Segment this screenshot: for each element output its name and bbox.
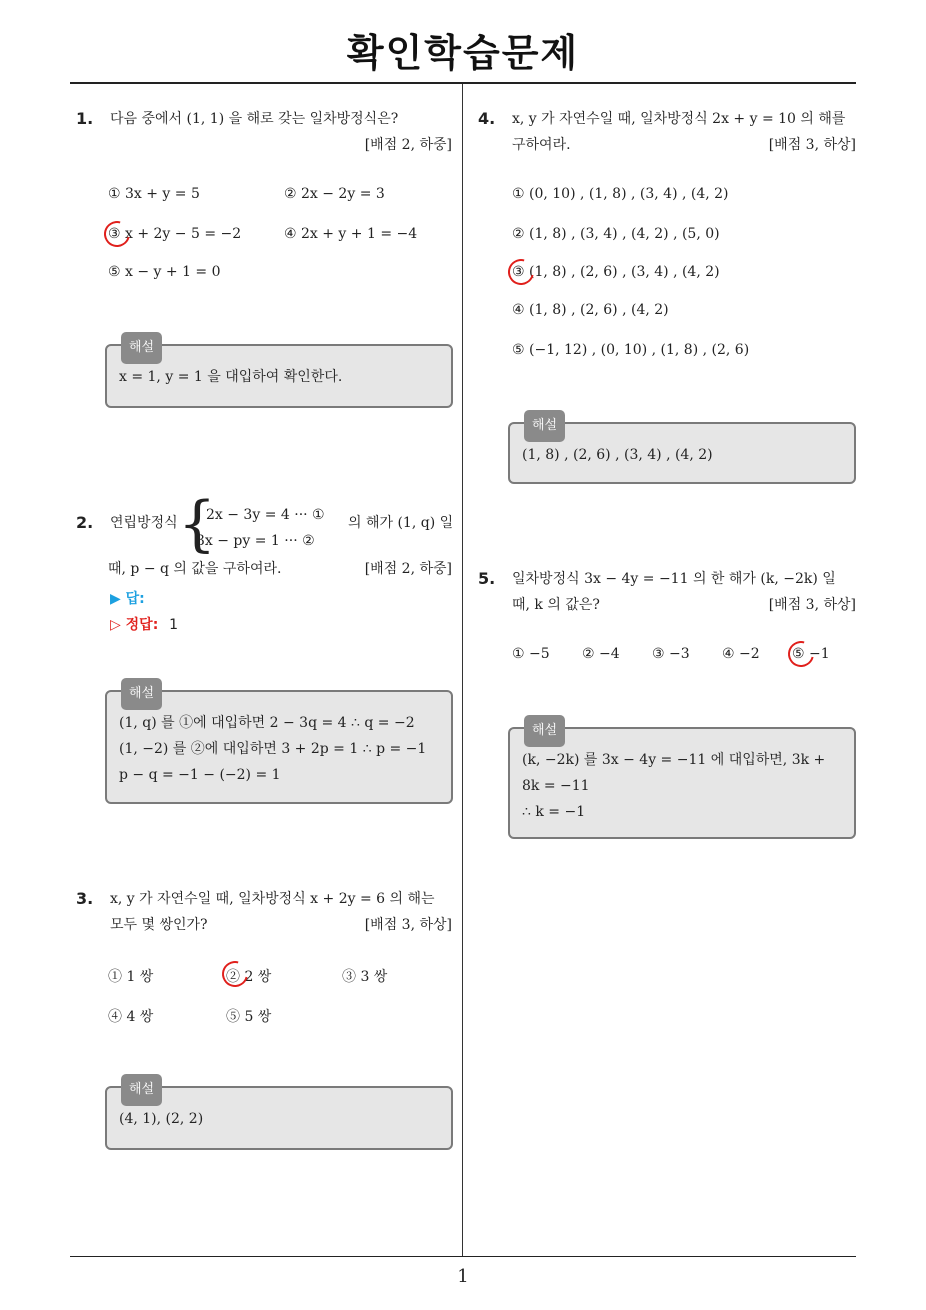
solution-tag: 해설 bbox=[524, 715, 565, 747]
choice-2[interactable]: ② (1, 8) , (3, 4) , (4, 2) , (5, 0) bbox=[512, 226, 720, 242]
answer-circle-mark bbox=[783, 636, 819, 672]
answer-circle-mark bbox=[503, 254, 539, 290]
choice-5[interactable]: ⑤ x − y + 1 = 0 bbox=[108, 264, 221, 280]
solution-tag: 해설 bbox=[121, 1074, 162, 1106]
solution-box bbox=[508, 723, 856, 839]
choice-3[interactable]: ③ −3 bbox=[652, 646, 690, 662]
choice-5[interactable]: ⑤ 5 쌍 bbox=[226, 1009, 272, 1025]
question-meta: [배점 3, 하상] bbox=[364, 917, 452, 933]
question-meta: [배점 2, 하중] bbox=[364, 137, 452, 153]
choice-1[interactable]: ① (0, 10) , (1, 8) , (3, 4) , (4, 2) bbox=[512, 186, 729, 202]
choice-4[interactable]: ④ −2 bbox=[722, 646, 760, 662]
question-5 bbox=[478, 566, 856, 618]
question-text: x, y 가 자연수일 때, 일차방정식 x + 2y = 6 의 해는 bbox=[110, 891, 435, 907]
choice-2[interactable]: ② 2 쌍 bbox=[226, 969, 272, 985]
solution-line-3: ∴ k = −1 bbox=[522, 804, 586, 820]
top-rule bbox=[70, 82, 856, 84]
question-text: x, y 가 자연수일 때, 일차방정식 2x + y = 10 의 해를 bbox=[512, 111, 846, 127]
choice-4[interactable]: ④ 2x + y + 1 = −4 bbox=[284, 226, 418, 242]
solution-line-2: (1, −2) 를 ②에 대입하면 3 + 2p = 1 ∴ p = −1 bbox=[119, 741, 427, 757]
question-text-line2: 때, k 의 값은? [배점 3, 하상] bbox=[512, 592, 856, 618]
question-text-post: 의 해가 (1, q) 일 bbox=[348, 515, 454, 531]
solution-text: (4, 1), (2, 2) bbox=[119, 1111, 204, 1127]
choice-4[interactable]: ④ (1, 8) , (2, 6) , (4, 2) bbox=[512, 302, 669, 318]
solution-line-1: (k, −2k) 를 3x − 4y = −11 에 대입하면, 3k + bbox=[522, 752, 826, 768]
choice-1[interactable]: ① 3x + y = 5 bbox=[108, 186, 200, 202]
correct-answer bbox=[110, 614, 178, 634]
choice-3[interactable]: ③ 3 쌍 bbox=[342, 969, 388, 985]
question-meta: [배점 3, 하상] bbox=[768, 597, 856, 613]
question-text-pre: 연립방정식 bbox=[110, 515, 178, 531]
equation-2: 3x − py = 1 ··· ② bbox=[196, 533, 315, 549]
solution-line-3: p − q = −1 − (−2) = 1 bbox=[119, 767, 281, 783]
question-text-line2: 모두 몇 쌍인가? [배점 3, 하상] bbox=[110, 912, 452, 938]
question-text-line2: 때, p − q 의 값을 구하여라. bbox=[108, 561, 282, 577]
question-meta: [배점 3, 하상] bbox=[768, 137, 856, 153]
solution-tag: 해설 bbox=[121, 332, 162, 364]
answer-circle-mark bbox=[217, 956, 253, 992]
equation-system bbox=[196, 502, 325, 554]
solution-text: x = 1, y = 1 을 대입하여 확인한다. bbox=[119, 369, 343, 385]
page-number: 1 bbox=[457, 1266, 469, 1287]
question-1 bbox=[76, 106, 452, 158]
bottom-rule bbox=[70, 1256, 856, 1257]
solution-tag: 해설 bbox=[121, 678, 162, 710]
solution-box bbox=[105, 686, 453, 804]
column-divider bbox=[462, 84, 463, 1256]
solution-tag: 해설 bbox=[524, 410, 565, 442]
question-text: 일차방정식 3x − 4y = −11 의 한 해가 (k, −2k) 일 bbox=[512, 571, 836, 587]
choice-4[interactable]: ④ 4 쌍 bbox=[108, 1009, 154, 1025]
solution-box bbox=[508, 418, 856, 484]
question-number: 4. bbox=[478, 109, 496, 128]
solution-box bbox=[105, 1082, 453, 1150]
question-text-line2: 구하여라. [배점 3, 하상] bbox=[512, 132, 856, 158]
question-meta: [배점 2, 하중] bbox=[364, 561, 452, 577]
system-brace: { bbox=[178, 489, 217, 559]
choice-1[interactable]: ① 1 쌍 bbox=[108, 969, 154, 985]
answer-label: ▶ 답: bbox=[110, 591, 145, 607]
page-title: 확인학습문제 bbox=[346, 31, 580, 75]
choice-1[interactable]: ① −5 bbox=[512, 646, 550, 662]
choice-2[interactable]: ② 2x − 2y = 3 bbox=[284, 186, 385, 202]
solution-text: (1, 8) , (2, 6) , (3, 4) , (4, 2) bbox=[522, 447, 713, 463]
answer-circle-mark bbox=[99, 216, 135, 252]
choice-5[interactable]: ⑤ −1 bbox=[792, 646, 830, 662]
question-number: 5. bbox=[478, 569, 496, 588]
choice-5[interactable]: ⑤ (−1, 12) , (0, 10) , (1, 8) , (2, 6) bbox=[512, 342, 750, 358]
question-number: 2. bbox=[76, 513, 94, 532]
question-2-line2 bbox=[108, 556, 452, 582]
question-3 bbox=[76, 886, 452, 938]
solution-line-2: 8k = −11 bbox=[522, 778, 590, 794]
question-number: 1. bbox=[76, 109, 94, 128]
solution-box bbox=[105, 340, 453, 408]
choice-3[interactable]: ③ x + 2y − 5 = −2 bbox=[108, 226, 242, 242]
equation-1: 2x − 3y = 4 ··· ① bbox=[206, 507, 325, 523]
question-text: 다음 중에서 (1, 1) 을 해로 갖는 일차방정식은? bbox=[110, 111, 399, 127]
correct-answer-label: ▷ 정답: bbox=[110, 617, 159, 633]
choice-2[interactable]: ② −4 bbox=[582, 646, 620, 662]
correct-answer-value: 1 bbox=[169, 617, 179, 633]
choice-3[interactable]: ③ (1, 8) , (2, 6) , (3, 4) , (4, 2) bbox=[512, 264, 720, 280]
question-4 bbox=[478, 106, 856, 158]
solution-line-1: (1, q) 를 ①에 대입하면 2 − 3q = 4 ∴ q = −2 bbox=[119, 715, 415, 731]
question-number: 3. bbox=[76, 889, 94, 908]
